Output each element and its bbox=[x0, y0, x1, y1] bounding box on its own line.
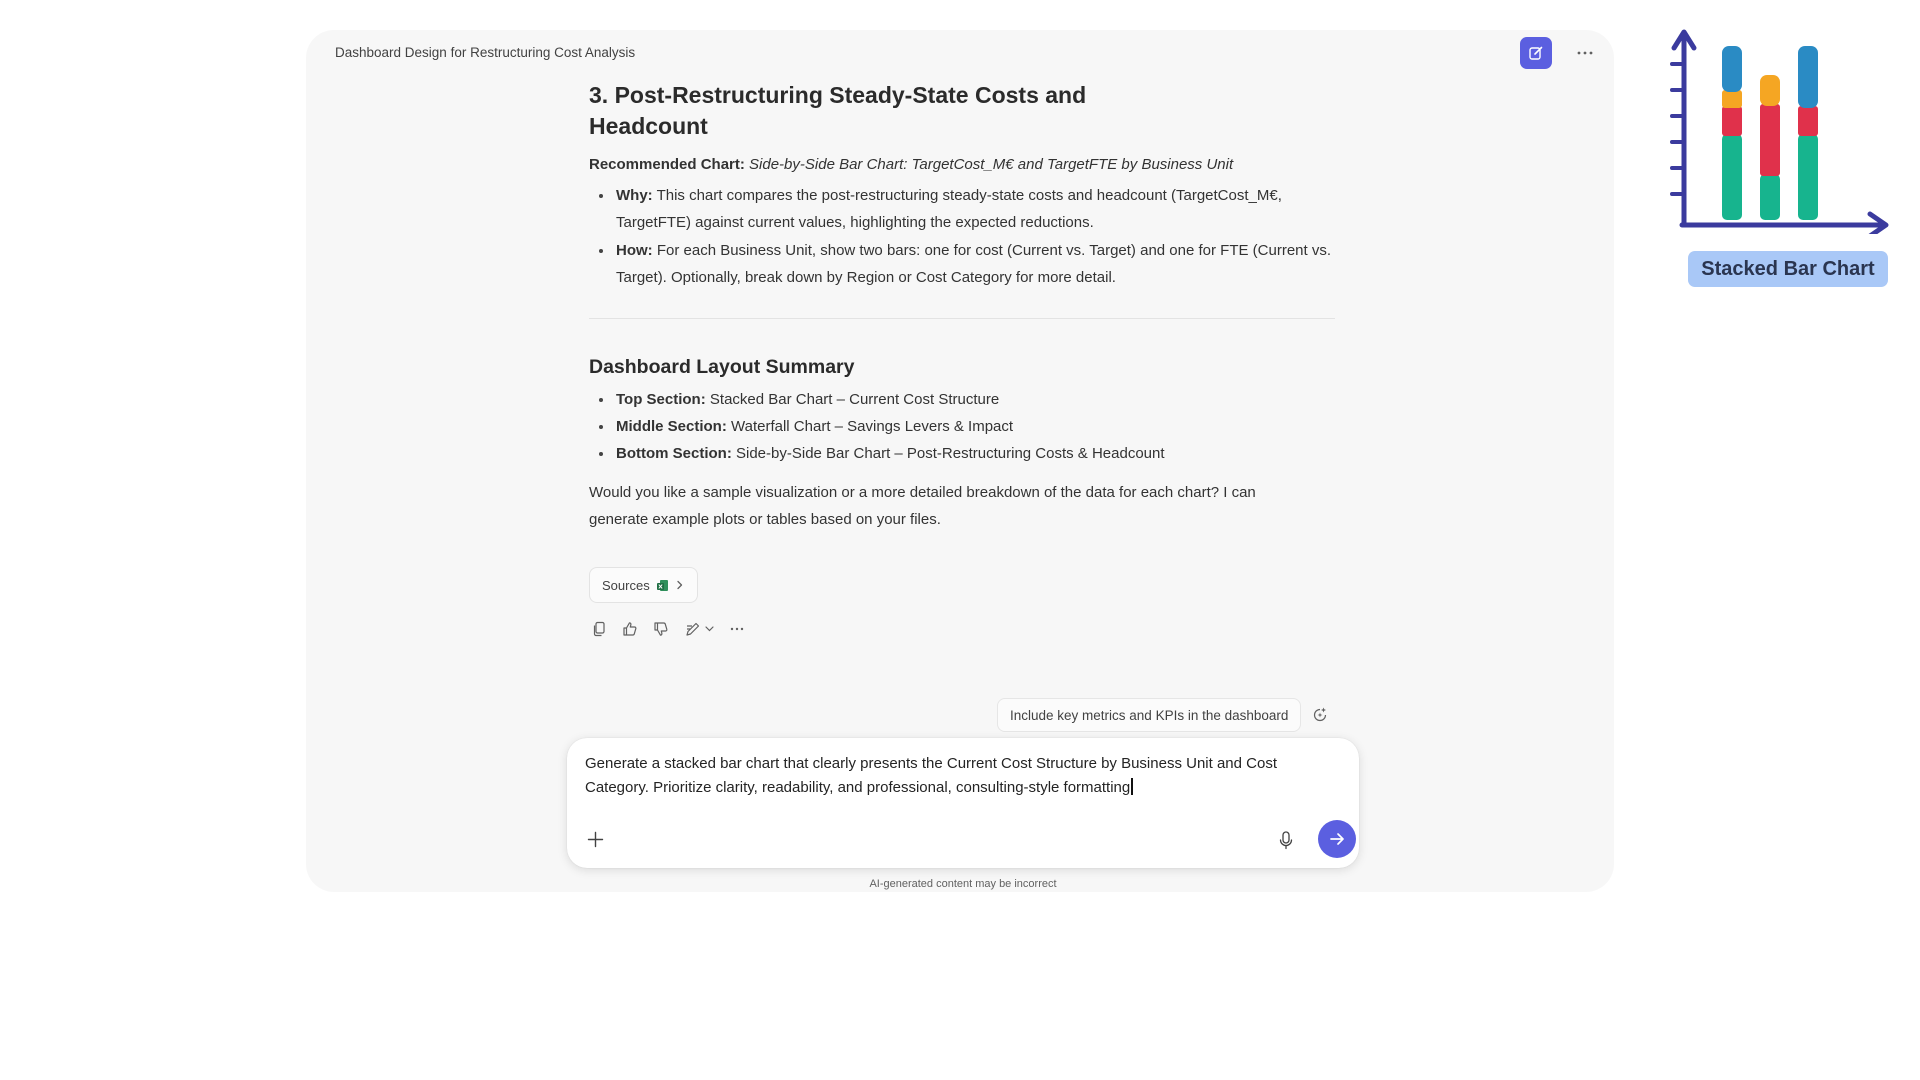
assistant-response bbox=[589, 80, 1339, 640]
window-title: Dashboard Design for Restructuring Cost Analysis bbox=[335, 45, 636, 60]
text-caret bbox=[1131, 778, 1133, 795]
thumbs-down-button[interactable] bbox=[651, 619, 671, 639]
bullet-label: Bottom Section: bbox=[616, 445, 732, 462]
sparkle-refresh-icon bbox=[1311, 706, 1329, 724]
response-actions bbox=[589, 618, 1339, 640]
section-heading-line2: Headcount bbox=[589, 113, 708, 139]
edit-response-button[interactable] bbox=[682, 619, 716, 639]
bullet-text: Side-by-Side Bar Chart – Post-Restructuring Costs & Headcount bbox=[736, 445, 1165, 462]
copy-icon bbox=[592, 621, 607, 637]
bullet-label: Middle Section: bbox=[616, 418, 727, 435]
thumbs-up-icon bbox=[622, 621, 638, 637]
follow-up-question: Would you like a sample visualization or a more detailed breakdown of the data for each chart? I can generate example plots or tables based on your files. bbox=[589, 484, 1256, 528]
send-button[interactable] bbox=[1318, 820, 1356, 858]
message-composer[interactable] bbox=[567, 738, 1359, 868]
bar-1-red bbox=[1722, 106, 1742, 136]
section-heading-line1: 3. Post-Restructuring Steady-State Costs and bbox=[589, 82, 1087, 108]
bullet-text: This chart compares the post-restructuring steady-state costs and headcount (TargetCost_M€, TargetFTE) against current values, highlighting the expected reductions. bbox=[616, 187, 1282, 231]
sources-button[interactable] bbox=[589, 567, 698, 603]
refresh-suggestions-button[interactable] bbox=[1309, 704, 1331, 726]
list-item bbox=[589, 237, 1339, 291]
chevron-right-icon bbox=[675, 580, 684, 590]
recommended-chart bbox=[589, 154, 1339, 176]
suggestion-chip[interactable]: Include key metrics and KPIs in the dashboard bbox=[997, 698, 1301, 732]
arrow-right-icon bbox=[1328, 830, 1346, 848]
ellipsis-icon bbox=[1577, 51, 1593, 55]
stacked-bar-chart-icon bbox=[1668, 24, 1894, 234]
list-item bbox=[589, 413, 1339, 440]
bar-1-orange bbox=[1722, 90, 1742, 108]
divider bbox=[589, 318, 1335, 319]
list-item bbox=[589, 182, 1339, 236]
list-item bbox=[589, 386, 1339, 413]
stacked-bar-chart-illustration bbox=[1668, 24, 1894, 234]
chevron-down-icon bbox=[705, 626, 714, 632]
copilot-window bbox=[306, 30, 1614, 892]
bar-3-red bbox=[1798, 106, 1818, 136]
bar-2-green bbox=[1760, 174, 1780, 220]
list-item bbox=[589, 440, 1339, 467]
bullet-label: Top Section: bbox=[616, 391, 706, 408]
section-heading bbox=[589, 80, 1339, 142]
bar-2-red bbox=[1760, 104, 1780, 176]
section-bullets bbox=[589, 182, 1339, 291]
bullet-label: Why: bbox=[616, 187, 653, 204]
recommended-chart-label: Recommended Chart: bbox=[589, 156, 745, 173]
summary-list bbox=[589, 386, 1339, 467]
bullet-text: Waterfall Chart – Savings Levers & Impact bbox=[731, 418, 1014, 435]
plus-icon bbox=[587, 831, 604, 848]
new-chat-button[interactable] bbox=[1520, 37, 1552, 69]
more-actions-button[interactable] bbox=[727, 619, 747, 639]
bar-3-green bbox=[1798, 134, 1818, 220]
bullet-label: How: bbox=[616, 242, 653, 259]
excel-file-icon bbox=[656, 579, 669, 592]
bullet-text: Stacked Bar Chart – Current Cost Structure bbox=[709, 391, 1000, 408]
illustration-bars bbox=[1722, 46, 1818, 220]
bar-2-orange bbox=[1760, 75, 1780, 106]
composer-input[interactable] bbox=[585, 752, 1325, 800]
compose-icon bbox=[1528, 45, 1544, 61]
summary-heading: Dashboard Layout Summary bbox=[589, 356, 855, 378]
ai-disclaimer: AI-generated content may be incorrect bbox=[869, 878, 1057, 890]
copy-button[interactable] bbox=[589, 619, 609, 639]
recommended-chart-value: Side-by-Side Bar Chart: TargetCost_M€ and TargetFTE by Business Unit bbox=[749, 156, 1234, 173]
microphone-button[interactable] bbox=[1274, 828, 1298, 852]
bar-1-blue bbox=[1722, 46, 1742, 92]
thumbs-up-button[interactable] bbox=[620, 619, 640, 639]
edit-icon bbox=[685, 621, 701, 637]
thumbs-down-icon bbox=[653, 621, 669, 637]
bar-1-green bbox=[1722, 134, 1742, 220]
bar-3-blue bbox=[1798, 46, 1818, 108]
ellipsis-icon bbox=[730, 627, 744, 631]
bullet-text: For each Business Unit, show two bars: one for cost (Current vs. Target) and one for FTE (Current vs. Target). Optionally, break down by Region or Cost Category for more detail. bbox=[616, 242, 1332, 286]
composer-input-text: Generate a stacked bar chart that clearly presents the Current Cost Structure by Business Unit and Cost Category. Prioritize clarity, readability, and professional, consulting-style formatting bbox=[585, 755, 1277, 796]
chart-type-label: Stacked Bar Chart bbox=[1688, 251, 1888, 287]
microphone-icon bbox=[1279, 831, 1293, 850]
sources-label: Sources bbox=[602, 577, 650, 593]
more-options-button[interactable] bbox=[1572, 41, 1598, 65]
attach-button[interactable] bbox=[583, 827, 607, 851]
